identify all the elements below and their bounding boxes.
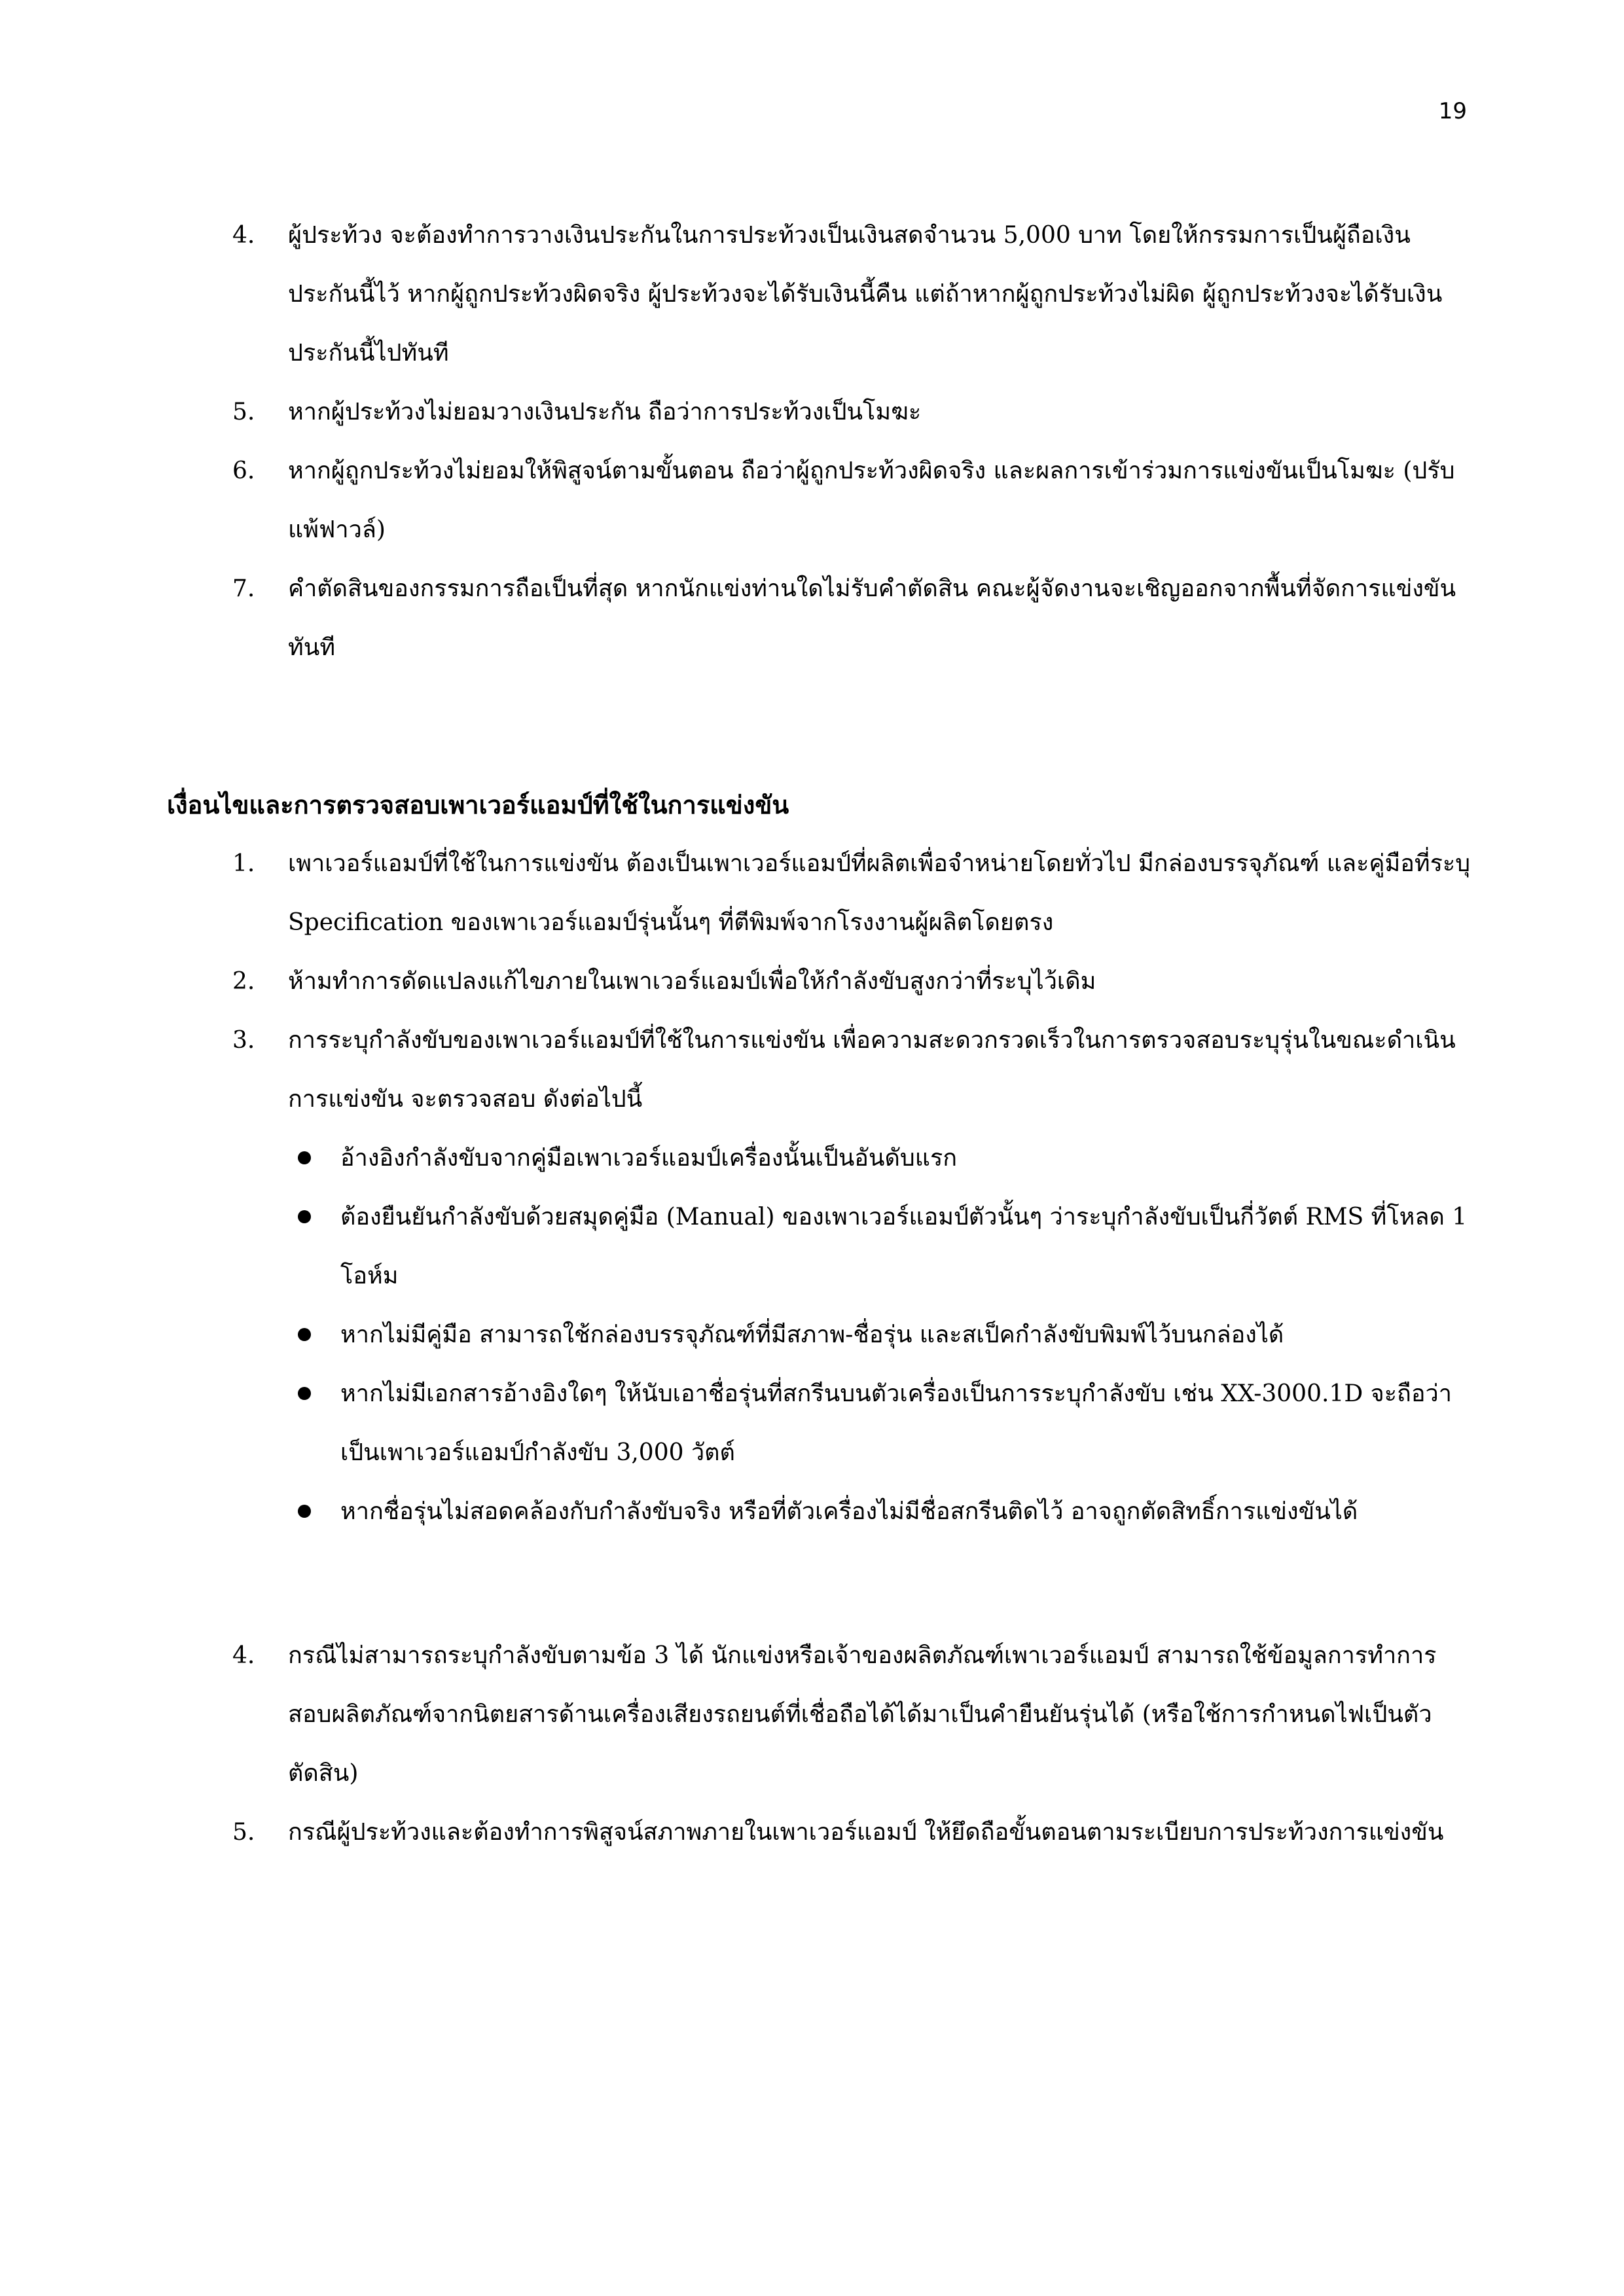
bullet-dot-icon — [298, 1328, 311, 1341]
list-item-text: คำตัดสินของกรรมการถือเป็นที่สุด หากนักแข่งท่านใดไม่รับคำตัดสิน คณะผู้จัดงานจะเชิญออกจากพื้นที่จัดการแข่งขันทันที — [288, 575, 1456, 661]
list-item-number: 6. — [232, 457, 255, 484]
bullet-item — [167, 1365, 1476, 1482]
list-item-number: 5. — [232, 399, 255, 425]
section-heading: เงื่อนไขและการตรวจสอบเพาเวอร์แอมป์ที่ใช้ในการแข่งขัน — [167, 790, 789, 819]
list-item-text: กรณีผู้ประท้วงและต้องทำการพิสูจน์สภาพภายในเพาเวอร์แอมป์ ให้ยึดถือขั้นตอนตามระเบียบการประท้วงการแข่งขัน — [288, 1819, 1444, 1846]
power-rating-bullets — [167, 1129, 1476, 1541]
list-item — [167, 560, 1476, 677]
list-item-number: 4. — [232, 222, 255, 249]
amp-rules-list-continued — [167, 1626, 1476, 1862]
list-item-number: 1. — [232, 850, 255, 877]
amp-rules-list — [167, 834, 1476, 1129]
bullet-item — [167, 1188, 1476, 1306]
bullet-text: อ้างอิงกำลังขับจากคู่มือเพาเวอร์แอมป์เครื่องนั้นเป็นอันดับแรก — [340, 1145, 958, 1172]
list-item-number: 2. — [232, 968, 255, 995]
list-item-text: หากผู้ประท้วงไม่ยอมวางเงินประกัน ถือว่าการประท้วงเป็นโมฆะ — [288, 399, 922, 425]
list-item-number: 7. — [232, 575, 255, 602]
list-item — [167, 383, 1476, 442]
bullet-dot-icon — [298, 1505, 311, 1518]
bullet-item — [167, 1129, 1476, 1188]
document-body — [167, 206, 1476, 1862]
bullet-text: หากไม่มีคู่มือ สามารถใช้กล่องบรรจุภัณฑ์ที่มีสภาพ-ชื่อรุ่น และสเป็คกำลังขับพิมพ์ไว้บนกล่องได้ — [340, 1321, 1284, 1348]
bullet-item — [167, 1306, 1476, 1365]
bullet-dot-icon — [298, 1387, 311, 1400]
list-item-text: กรณีไม่สามารถระบุกำลังขับตามข้อ 3 ได้ นักแข่งหรือเจ้าของผลิตภัณฑ์เพาเวอร์แอมป์ สามารถใช้ข้อมูลการทำการสอบผลิตภัณฑ์จากนิตยสารด้านเครื่องเสียงรถยนต์ที่เชื่อถือได้ได้มาเป็นคำยืนยันรุ่นได้ (หรือใช้การกำหนดไฟเป็นตัวตัดสิน) — [288, 1642, 1437, 1787]
bullet-text: ต้องยืนยันกำลังขับด้วยสมุดคู่มือ (Manual) ของเพาเวอร์แอมป์ตัวนั้นๆ ว่าระบุกำลังขับเป็นกี่วัตต์ RMS ที่โหลด 1 โอห์ม — [340, 1204, 1468, 1289]
list-item — [167, 834, 1476, 952]
list-item — [167, 1626, 1476, 1803]
list-item-number: 3. — [232, 1027, 255, 1054]
bullet-text: หากไม่มีเอกสารอ้างอิงใดๆ ให้นับเอาชื่อรุ่นที่สกรีนบนตัวเครื่องเป็นการระบุกำลังขับ เช่น XX-3000.1D จะถือว่าเป็นเพาเวอร์แอมป์กำลังขับ 3,000 วัตต์ — [340, 1380, 1452, 1466]
list-item — [167, 206, 1476, 383]
list-item-text: ผู้ประท้วง จะต้องทำการวางเงินประกันในการประท้วงเป็นเงินสดจำนวน 5,000 บาท โดยให้กรรมการเป็นผู้ถือเงินประกันนี้ไว้ หากผู้ถูกประท้วงผิดจริง ผู้ประท้วงจะได้รับเงินนี้คืน แต่ถ้าหากผู้ถูกประท้วงไม่ผิด ผู้ถูกประท้วงจะได้รับเงินประกันนี้ไปทันที — [288, 222, 1443, 367]
page-number: 19 — [1438, 98, 1467, 124]
list-item-text: การระบุกำลังขับของเพาเวอร์แอมป์ที่ใช้ในการแข่งขัน เพื่อความสะดวกรวดเร็วในการตรวจสอบระบุรุ่นในขณะดำเนินการแข่งขัน จะตรวจสอบ ดังต่อไปนี้ — [288, 1027, 1456, 1113]
bullet-text: หากชื่อรุ่นไม่สอดคล้องกับกำลังขับจริง หรือที่ตัวเครื่องไม่มีชื่อสกรีนติดไว้ อาจถูกตัดสิทธิ์การแข่งขันได้ — [340, 1498, 1358, 1525]
list-item-number: 4. — [232, 1642, 255, 1669]
spacer — [167, 1541, 1476, 1626]
list-item — [167, 1011, 1476, 1129]
bullet-item — [167, 1482, 1476, 1541]
spacer — [167, 677, 1476, 776]
list-item — [167, 442, 1476, 560]
bullet-dot-icon — [298, 1210, 311, 1223]
list-item-text: หากผู้ถูกประท้วงไม่ยอมให้พิสูจน์ตามขั้นตอน ถือว่าผู้ถูกประท้วงผิดจริง และผลการเข้าร่วมการแข่งขันเป็นโมฆะ (ปรับแพ้ฟาวล์) — [288, 457, 1455, 543]
list-item-number: 5. — [232, 1819, 255, 1846]
list-item — [167, 952, 1476, 1011]
list-item — [167, 1803, 1476, 1862]
protest-rules-list — [167, 206, 1476, 677]
list-item-text: เพาเวอร์แอมป์ที่ใช้ในการแข่งขัน ต้องเป็นเพาเวอร์แอมป์ที่ผลิตเพื่อจำหน่ายโดยทั่วไป มีกล่องบรรจุภัณฑ์ และคู่มือที่ระบุ Specification ของเพาเวอร์แอมป์รุ่นนั้นๆ ที่ตีพิมพ์จากโรงงานผู้ผลิตโดยตรง — [288, 850, 1471, 936]
list-item-text: ห้ามทำการดัดแปลงแก้ไขภายในเพาเวอร์แอมป์เพื่อให้กำลังขับสูงกว่าที่ระบุไว้เดิม — [288, 968, 1096, 995]
bullet-dot-icon — [298, 1151, 311, 1164]
